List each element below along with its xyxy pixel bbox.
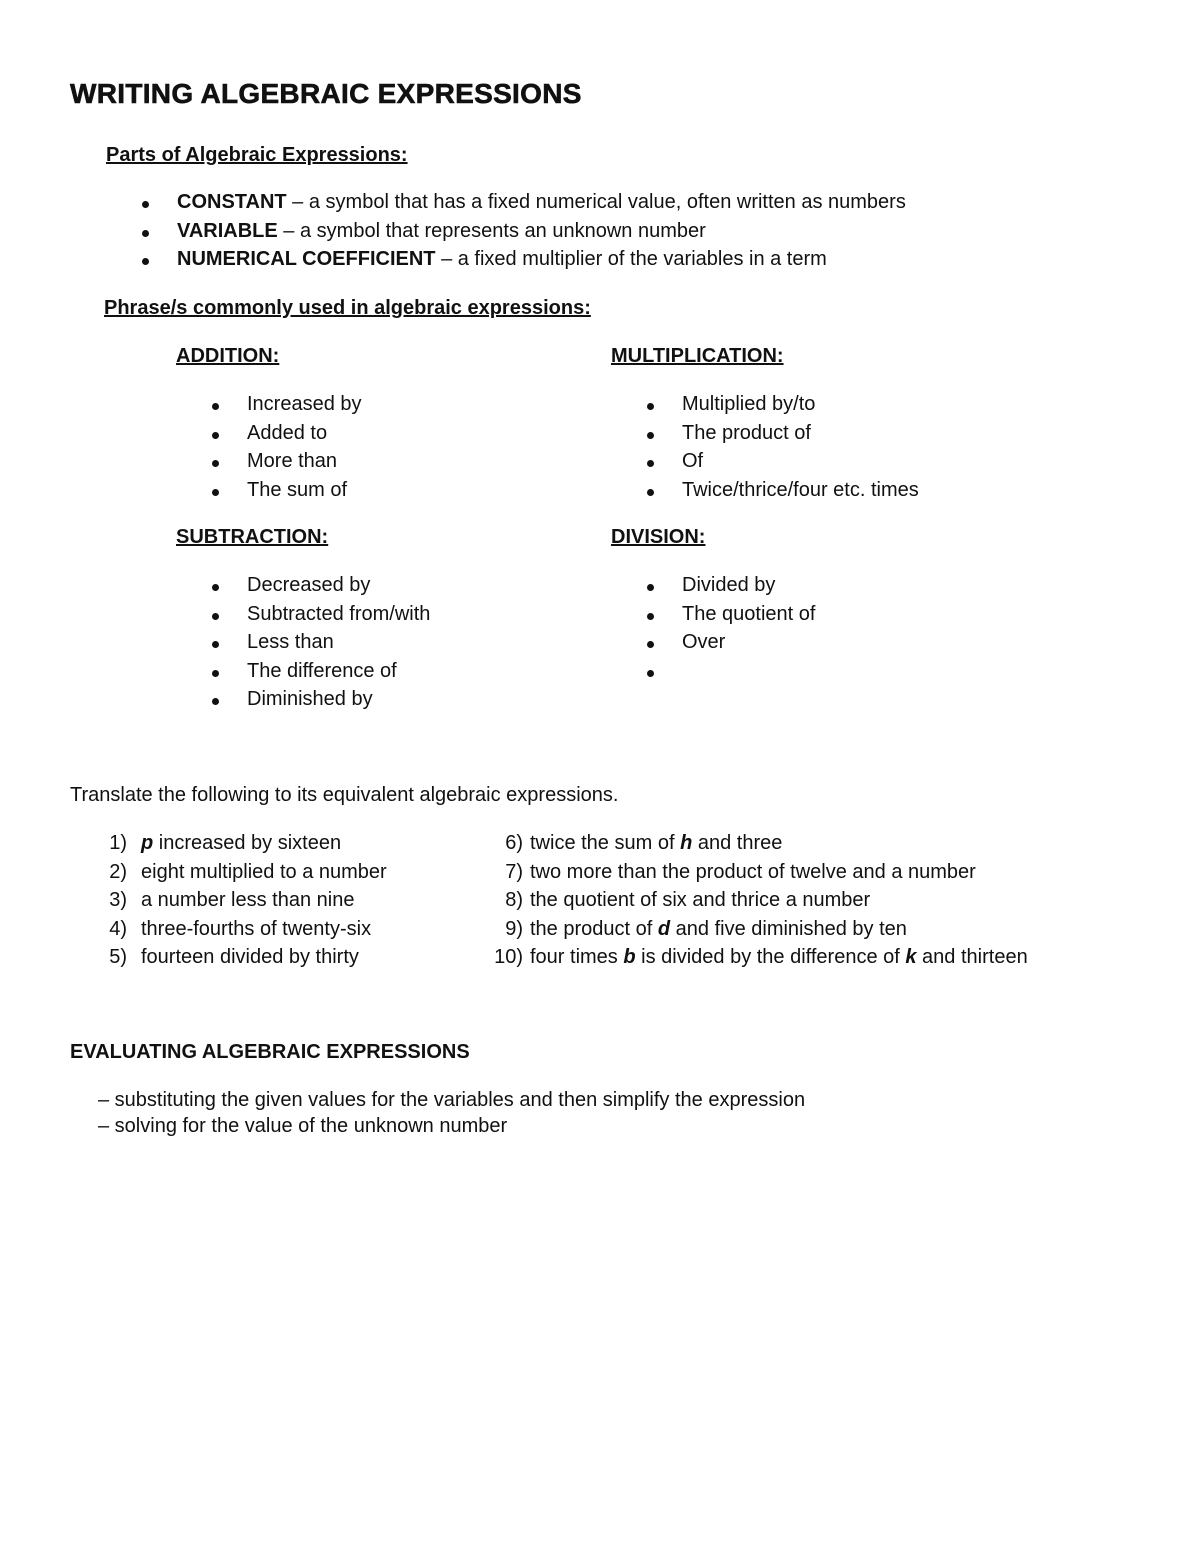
exercise-item — [530, 832, 782, 855]
bullet-icon — [212, 489, 219, 496]
exercise-text: fourteen divided by thirty — [141, 946, 359, 968]
subtraction-item-text: Decreased by — [247, 574, 371, 596]
subtraction-item-text: The difference of — [247, 659, 397, 682]
division-item-text: Divided by — [682, 574, 776, 596]
exercise-text: and three — [692, 832, 783, 854]
parts-heading: Parts of Algebraic Expressions: — [106, 144, 408, 166]
exercise-item — [530, 861, 976, 884]
bullet-icon — [647, 489, 654, 496]
division-heading: DIVISION: — [611, 526, 706, 548]
bullet-icon — [647, 613, 654, 620]
item-number: 3) — [109, 889, 127, 911]
multiplication-item-text: Of — [682, 450, 704, 472]
bullet-icon — [647, 460, 654, 467]
multiplication-item-text: Multiplied by/to — [682, 393, 816, 415]
exercise-text: the quotient of six and thrice a number — [530, 889, 871, 911]
item-number: 6) — [505, 832, 523, 854]
exercise-item — [141, 889, 354, 912]
translate-instruction: Translate the following to its equivalent algebraic expressions. — [70, 784, 619, 806]
item-number: 4) — [109, 917, 127, 940]
item-number: 9) — [505, 917, 523, 940]
exercise-text: is divided by the difference of — [635, 946, 906, 968]
multiplication-item-text: Twice/thrice/four etc. times — [682, 478, 919, 501]
exercise-text: two more than the product of twelve and a number — [530, 860, 976, 883]
exercise-text: twice the sum of — [530, 832, 681, 854]
bullet-icon — [212, 670, 219, 677]
item-number: 1) — [109, 832, 127, 854]
addition-item-text: Added to — [247, 421, 328, 444]
addition-heading: ADDITION: — [176, 345, 280, 367]
phrases-heading: Phrase/s commonly used in algebraic expressions: — [104, 297, 591, 319]
bullet-icon — [212, 698, 219, 705]
exercise-text: increased by sixteen — [153, 832, 342, 854]
bullet-icon — [647, 641, 654, 648]
variable-symbol: b — [623, 946, 636, 968]
evaluating-line-1: – substituting the given values for the variables and then simplify the expression — [98, 1089, 806, 1111]
exercise-item — [141, 861, 387, 884]
variable-symbol: d — [657, 917, 671, 940]
exercise-item — [530, 889, 870, 912]
bullet-icon — [647, 432, 654, 439]
term-label: CONSTANT — [177, 191, 287, 213]
exercise-text: three-fourths of twenty-six — [141, 917, 372, 940]
parts-item-text — [177, 248, 827, 271]
subtraction-item-text: Diminished by — [247, 688, 373, 710]
bullet-icon — [212, 460, 219, 467]
item-number: 5) — [109, 946, 127, 968]
exercise-text: and thirteen — [916, 946, 1028, 968]
bullet-icon — [647, 584, 654, 591]
term-definition: – a fixed multiplier of the variables in a term — [435, 248, 827, 270]
subtraction-item-text: Subtracted from/with — [247, 602, 431, 625]
bullet-icon — [212, 584, 219, 591]
parts-item-text — [177, 191, 906, 214]
bullet-icon — [212, 432, 219, 439]
subtraction-item-text: Less than — [247, 631, 334, 653]
division-item-text: Over — [682, 631, 726, 653]
exercise-item — [141, 918, 371, 941]
variable-symbol: h — [680, 832, 693, 854]
exercise-item — [530, 946, 1028, 969]
term-label: NUMERICAL COEFFICIENT — [177, 248, 436, 270]
multiplication-heading: MULTIPLICATION: — [611, 345, 784, 367]
addition-item-text: More than — [247, 450, 338, 472]
exercise-text: eight multiplied to a number — [141, 860, 387, 883]
exercise-item — [141, 946, 359, 969]
exercise-text: the product of — [530, 917, 658, 940]
bullet-icon — [212, 613, 219, 620]
item-number: 2) — [109, 860, 127, 883]
division-item-text: The quotient of — [682, 602, 816, 625]
exercise-item — [530, 918, 907, 941]
item-number: 7) — [505, 860, 523, 883]
exercise-text: a number less than nine — [141, 889, 355, 911]
exercise-item — [141, 832, 341, 855]
exercise-text: four times — [530, 946, 624, 968]
bullet-icon — [647, 403, 654, 410]
term-definition: – a symbol that has a fixed numerical value, often written as numbers — [286, 191, 906, 213]
bullet-icon — [142, 230, 149, 237]
bullet-icon — [647, 670, 654, 677]
bullet-icon — [212, 403, 219, 410]
item-number: 8) — [505, 889, 523, 911]
term-label: VARIABLE — [177, 219, 278, 242]
multiplication-item-text: The product of — [682, 421, 811, 444]
page-title: WRITING ALGEBRAIC EXPRESSIONS — [70, 78, 582, 109]
variable-symbol: p — [141, 832, 154, 854]
evaluating-heading: EVALUATING ALGEBRAIC EXPRESSIONS — [70, 1041, 470, 1063]
parts-item-text — [177, 220, 706, 243]
exercise-text: and five diminished by ten — [670, 917, 907, 940]
addition-item-text: Increased by — [247, 393, 362, 415]
item-number: 10) — [494, 946, 523, 968]
bullet-icon — [212, 641, 219, 648]
addition-item-text: The sum of — [247, 478, 348, 501]
bullet-icon — [142, 201, 149, 208]
term-definition: – a symbol that represents an unknown number — [277, 219, 706, 242]
subtraction-heading: SUBTRACTION: — [176, 526, 329, 548]
bullet-icon — [142, 258, 149, 265]
evaluating-line-2: – solving for the value of the unknown number — [98, 1115, 508, 1137]
variable-symbol: k — [905, 946, 917, 968]
